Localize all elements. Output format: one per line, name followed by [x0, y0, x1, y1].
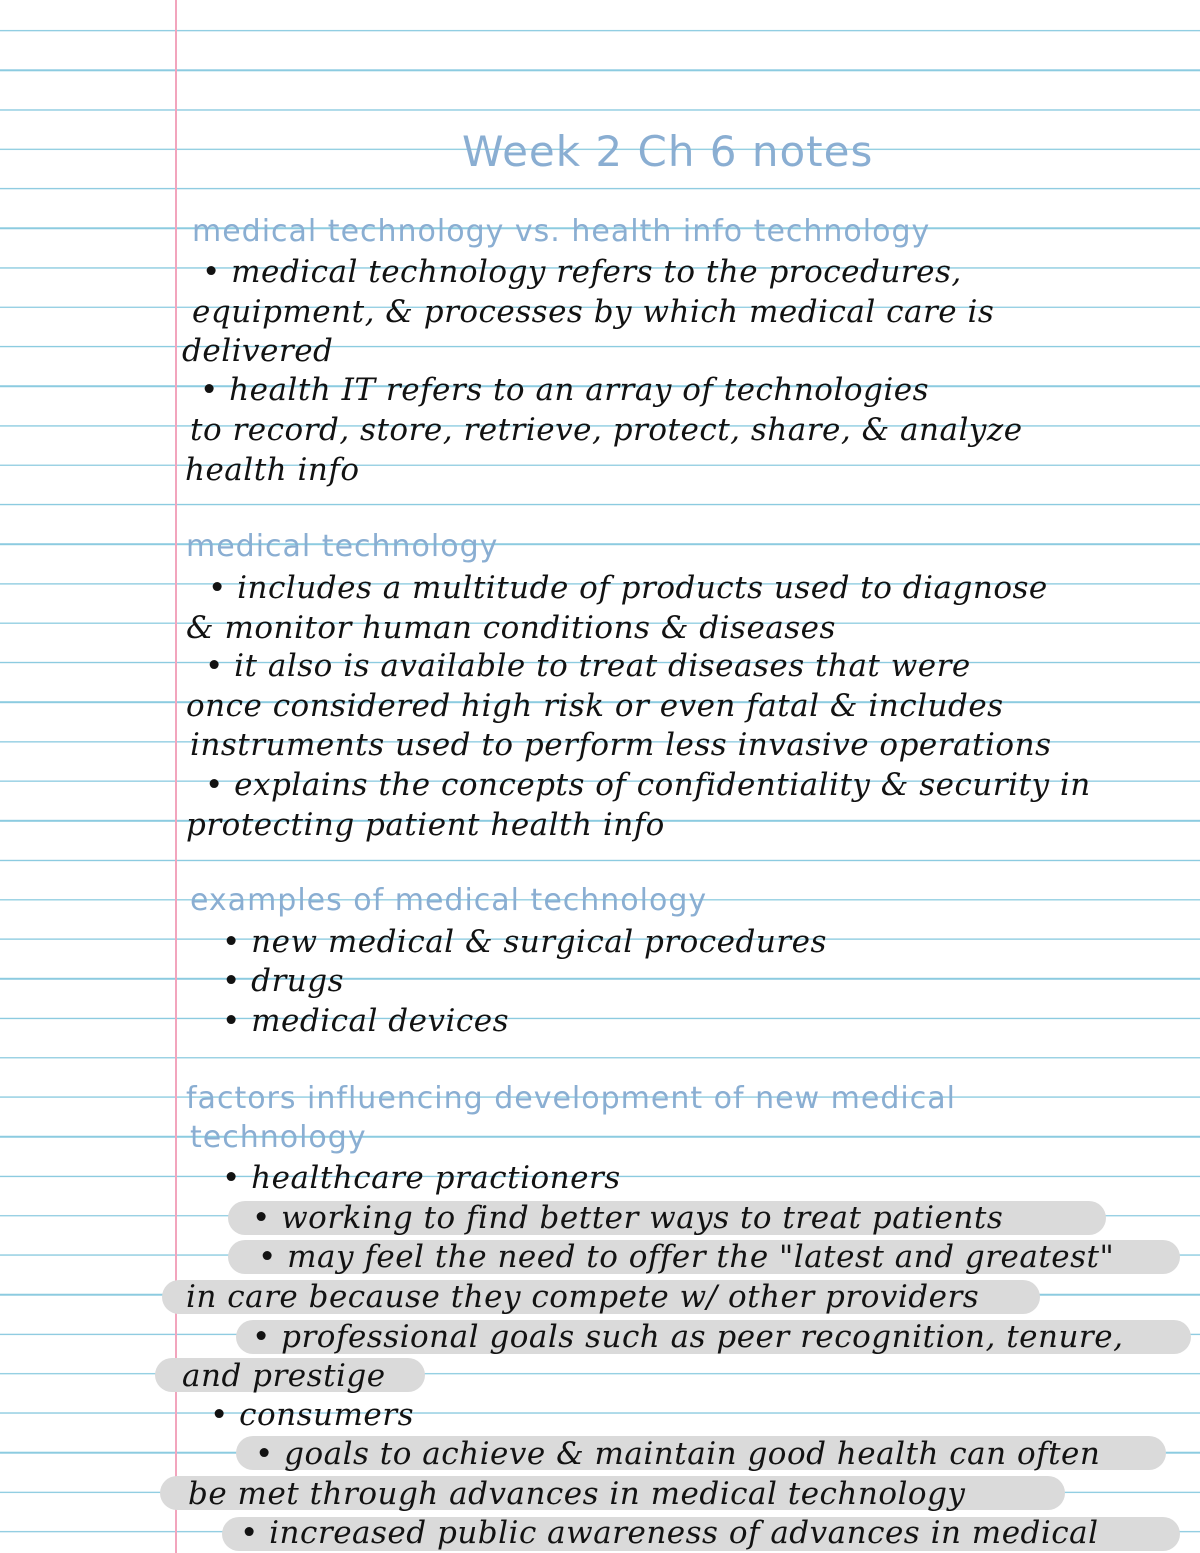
note-line: in care because they compete w/ other providers — [186, 1279, 980, 1315]
note-line: once considered high risk or even fatal & includes — [186, 688, 1004, 724]
note-line: • includes a multitude of products used to diagnose — [208, 570, 1048, 606]
note-line: • healthcare practioners — [222, 1160, 621, 1196]
note-line: • medical devices — [222, 1003, 509, 1039]
note-line: • new medical & surgical procedures — [222, 924, 827, 960]
note-line: • working to find better ways to treat patients — [252, 1200, 1004, 1236]
note-line: to record, store, retrieve, protect, share, & analyze — [190, 412, 1023, 448]
page-title: Week 2 Ch 6 notes — [462, 127, 874, 176]
section-heading: examples of medical technology — [190, 883, 708, 918]
note-line: be met through advances in medical technology — [188, 1476, 966, 1512]
section-heading: technology — [190, 1120, 367, 1155]
note-line: • increased public awareness of advances in medical — [240, 1515, 1099, 1551]
note-line: delivered — [182, 333, 334, 369]
note-line: equipment, & processes by which medical care is — [192, 294, 995, 330]
note-line: & monitor human conditions & diseases — [186, 610, 836, 646]
note-line: • medical technology refers to the procedures, — [202, 254, 962, 290]
note-line: • goals to achieve & maintain good health can often — [255, 1436, 1101, 1472]
section-heading: factors influencing development of new medical — [186, 1081, 956, 1116]
notebook-margin-line — [175, 0, 177, 1553]
note-line: health info — [185, 452, 360, 488]
section-heading: medical technology vs. health info technology — [192, 214, 931, 249]
note-line: • consumers — [210, 1397, 414, 1433]
note-line: • explains the concepts of confidentiality & security in — [205, 767, 1091, 803]
note-line: • professional goals such as peer recognition, tenure, — [252, 1319, 1124, 1355]
note-line: • it also is available to treat diseases that were — [205, 648, 971, 684]
note-line: instruments used to perform less invasive operations — [190, 727, 1052, 763]
note-line: protecting patient health info — [186, 807, 665, 843]
note-line: • drugs — [222, 963, 345, 999]
section-heading: medical technology — [186, 529, 499, 564]
note-line: • may feel the need to offer the "latest and greatest" — [258, 1239, 1115, 1275]
note-line: and prestige — [182, 1358, 386, 1394]
note-line: • health IT refers to an array of technologies — [200, 372, 930, 408]
